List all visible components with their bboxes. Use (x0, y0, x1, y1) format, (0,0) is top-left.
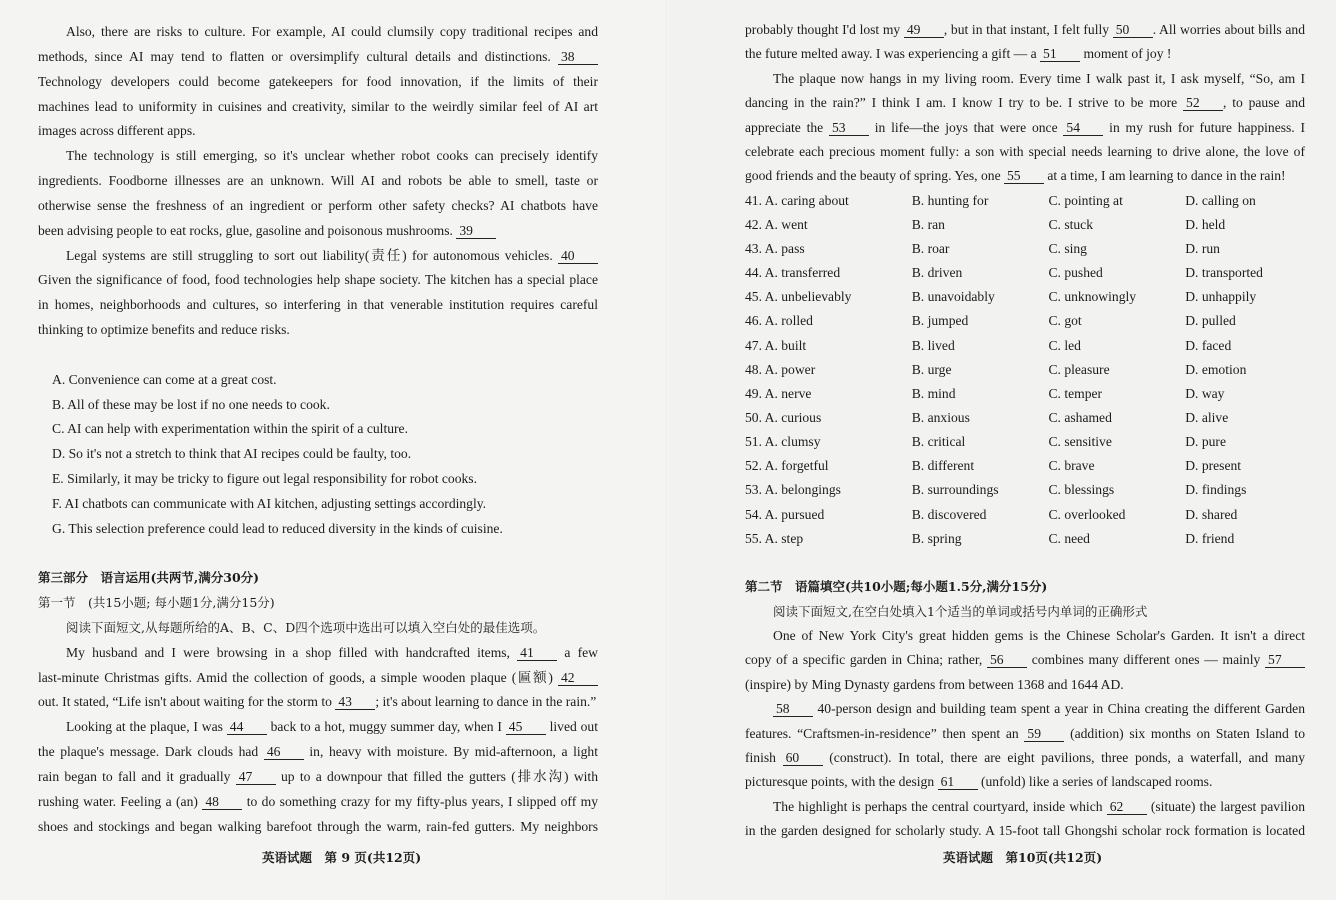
text-line (745, 746, 1305, 770)
choice-option: B. urge (911, 361, 952, 377)
choice-option: B. jumped (911, 313, 969, 329)
text-line (745, 140, 1305, 164)
text-line (745, 67, 1305, 91)
choice-option: B. driven (911, 265, 963, 281)
text-line (38, 194, 598, 219)
text-line (38, 641, 598, 666)
text-segment: images across different apps. (38, 123, 196, 139)
text-line (745, 18, 1305, 42)
text-line (745, 697, 1305, 721)
section-title: 第二节 语篇填空(共10小题;每小题1.5分,满分15分) (745, 579, 1048, 595)
text-segment: (unfold) like a series of landscaped rooms. (977, 774, 1213, 790)
text-line (38, 95, 598, 120)
text-segment: in the garden designed for scholarly study. A 15-foot tall Ghongshi scholar rock formation is located (745, 823, 1305, 839)
text-segment: features. “Craftsmen-in-residence” then spent an (745, 725, 1025, 741)
answer-blank-52: 52 (1183, 95, 1223, 111)
answer-blank-40: 40 (558, 248, 598, 264)
answer-blank-45: 45 (506, 719, 546, 735)
option-list (38, 368, 598, 542)
text-line (38, 268, 598, 293)
page-footer: 英语试题 第10页(共12页) (943, 850, 1103, 865)
text-segment: thinking to optimize benefits and reduce risks. (38, 322, 290, 338)
text-line (38, 119, 598, 144)
choice-option: 54. A. pursued (745, 506, 825, 522)
answer-blank-47: 47 (236, 769, 276, 785)
choice-row (745, 454, 1305, 478)
text-line (38, 815, 598, 840)
section-title: 第三部分 语言运用(共两节,满分30分) (38, 570, 260, 586)
text-line (38, 790, 598, 815)
choice-option: D. faced (1185, 337, 1232, 353)
choice-option: C. pushed (1048, 265, 1103, 281)
answer-blank-53: 53 (829, 120, 869, 136)
answer-blank-51: 51 (1040, 46, 1080, 62)
text-line (38, 740, 598, 765)
text-line (38, 765, 598, 790)
text-segment: . All worries about bills and (1152, 22, 1305, 37)
text-line (38, 318, 598, 343)
answer-blank-57: 57 (1265, 652, 1305, 668)
text-segment: out. It stated, “Life isn't about waiting for the storm to (38, 694, 336, 710)
passage-paragraphs-b (38, 641, 598, 840)
option-a: A. Convenience can come at a great cost. (52, 371, 277, 387)
text-segment: (addition) six months on Staten Island to (1064, 725, 1305, 741)
text-line (745, 722, 1305, 746)
text-line (38, 666, 598, 691)
choice-option: 52. A. forgetful (745, 458, 829, 474)
choice-option: C. unknowingly (1048, 289, 1137, 305)
choice-option: C. brave (1048, 458, 1095, 474)
text-segment: moment of joy ! (1080, 46, 1172, 62)
option-e: E. Similarly, it may be tricky to figure out legal responsibility for robot cooks. (52, 471, 477, 486)
text-segment: The highlight is perhaps the central courtyard, inside which (773, 798, 1107, 814)
text-segment: the future melted away. I was experiencing a gift — a (745, 46, 1041, 62)
text-segment: My husband and I were browsing in a shop filled with handcrafted items, (66, 644, 518, 660)
answer-blank-55: 55 (1004, 168, 1044, 184)
choice-option: D. alive (1185, 410, 1229, 425)
instruction: 阅读下面短文,在空白处填入1个适当的单词或括号内单词的正确形式 (773, 603, 1148, 619)
answer-blank-41: 41 (517, 645, 557, 661)
text-segment: The technology is still emerging, so it's unclear whether robot cooks can precisely identify (66, 148, 598, 164)
text-segment: Given the significance of food, food technologies help shape society. The kitchen has a special place (38, 272, 598, 288)
left-column (38, 20, 598, 840)
text-segment: shoes and stockings and began walking barefoot through the warm, rain-fed gutters. My neighbors (38, 818, 598, 834)
answer-blank-54: 54 (1063, 120, 1103, 136)
choice-row (745, 334, 1305, 358)
answer-blank-49: 49 (904, 22, 944, 38)
text-line (745, 164, 1305, 188)
choice-option: B. surroundings (911, 482, 999, 498)
choice-option: B. ran (911, 216, 945, 232)
text-line (745, 819, 1305, 843)
choice-option: D. held (1185, 216, 1226, 232)
choice-option: B. lived (911, 337, 955, 353)
text-segment: , to pause and (1223, 95, 1305, 111)
choices-table (745, 189, 1305, 551)
choice-row (745, 503, 1305, 527)
text-line (38, 690, 598, 715)
choice-option: B. hunting for (911, 192, 989, 208)
text-segment: in my rush for future happiness. I (1103, 119, 1305, 135)
text-segment: Legal systems are still struggling to sort out liability(责任) for autonomous vehicles. (66, 247, 558, 263)
choice-option: C. need (1048, 530, 1090, 546)
right-column (745, 18, 1305, 844)
text-segment: celebrate each precious moment fully: a son with special needs learning to drive alone, the love of (745, 143, 1305, 159)
choice-option: D. present (1185, 458, 1242, 474)
choice-row (745, 261, 1305, 285)
text-segment: otherwise sense the freshness of an ingredient or perform other safety checks? AI chatbots have (38, 197, 598, 213)
text-segment: (inspire) by Ming Dynasty gardens from between 1368 and 1644 AD. (745, 676, 1124, 692)
text-segment: Looking at the plaque, I was (66, 719, 227, 735)
choice-option: C. sensitive (1048, 434, 1112, 450)
choice-option: D. shared (1185, 506, 1238, 522)
choice-option: C. led (1048, 337, 1081, 353)
choice-option: 50. A. curious (745, 410, 822, 425)
text-segment: in homes, neighborhoods and cultures, so interfering in that venerable institution requires careful (38, 297, 598, 313)
choice-option: 49. A. nerve (745, 385, 812, 401)
text-segment: , but in that instant, I felt fully (943, 22, 1113, 37)
choice-row (745, 285, 1305, 309)
answer-blank-56: 56 (987, 652, 1027, 668)
text-line (745, 770, 1305, 794)
text-segment: copy of a specific garden in China; rather, (745, 652, 987, 668)
choice-option: D. friend (1185, 530, 1235, 546)
text-segment: (construct). In total, there are eight pavilions, three ponds, a waterfall, and many (822, 749, 1305, 765)
answer-blank-43: 43 (335, 694, 375, 710)
choice-option: C. stuck (1048, 216, 1094, 232)
text-segment: good friends and the beauty of spring. Yes, one (745, 168, 1004, 184)
text-line (38, 293, 598, 318)
text-segment: lived out (545, 719, 598, 735)
choice-option: 44. A. transferred (745, 265, 841, 281)
passage-paragraphs-a (38, 20, 598, 343)
choice-option: D. calling on (1185, 192, 1256, 208)
option-d: D. So it's not a stretch to think that AI recipes could be faulty, too. (52, 446, 412, 462)
text-segment: a few (557, 644, 598, 660)
option-c: C. AI can help with experimentation within the spirit of a culture. (52, 421, 408, 437)
answer-blank-58: 58 (773, 701, 813, 717)
text-line (745, 648, 1305, 672)
text-segment: at a time, I am learning to dance in the rain! (1044, 168, 1286, 184)
text-segment: 40-person design and building team spent a year in China creating the different Garden (813, 701, 1305, 717)
text-segment: finish (745, 749, 783, 765)
choice-option: C. overlooked (1048, 506, 1126, 522)
choice-option: C. sing (1048, 241, 1087, 257)
text-line (38, 244, 598, 269)
choice-option: D. run (1185, 241, 1220, 257)
text-line (38, 45, 598, 70)
answer-blank-62: 62 (1107, 799, 1147, 815)
choice-option: D. pulled (1185, 313, 1236, 329)
choice-row (745, 213, 1305, 237)
page-footer: 英语试题 第 9 页(共12页) (262, 850, 422, 865)
text-segment: appreciate the (745, 119, 829, 135)
passage-paragraphs-c (745, 18, 1305, 189)
choice-option: B. spring (911, 530, 962, 546)
answer-blank-61: 61 (938, 774, 978, 790)
text-segment: dancing in the rain?” I think I am. I know I try to be. I strive to be more (745, 95, 1184, 111)
option-b: B. All of these may be lost if no one needs to cook. (52, 396, 330, 412)
answer-blank-48: 48 (202, 794, 242, 810)
text-segment: methods, since AI may tend to flatten or oversimplify cultural details and distinctions. (38, 48, 558, 64)
choice-option: D. findings (1185, 482, 1247, 498)
text-line (745, 42, 1305, 66)
choice-option: D. way (1185, 385, 1225, 401)
text-line (745, 116, 1305, 140)
text-segment: in life—the joys that were once (869, 119, 1064, 135)
choice-option: 51. A. clumsy (745, 434, 821, 450)
answer-blank-42: 42 (558, 670, 598, 686)
choice-option: B. discovered (911, 506, 987, 522)
text-segment: machines lead to uniformity in cuisines and creativity, similar to the weirdly similar feel of AI art (38, 98, 598, 114)
text-segment: rain began to fall and it gradually (38, 768, 236, 784)
choice-row (745, 309, 1305, 333)
text-segment: probably thought I'd lost my (745, 22, 904, 37)
text-segment: back to a hot, muggy summer day, when I (266, 719, 506, 735)
answer-blank-59: 59 (1024, 726, 1064, 742)
choice-option: C. pleasure (1048, 361, 1110, 377)
choice-row (745, 478, 1305, 502)
answer-blank-38: 38 (558, 49, 598, 65)
text-segment: rushing water. Feeling a (an) (38, 793, 203, 809)
answer-blank-44: 44 (227, 719, 267, 735)
option-g: G. This selection preference could lead to reduced diversity in the kinds of cuisine. (52, 520, 503, 536)
text-line (745, 624, 1305, 648)
choice-option: D. emotion (1185, 361, 1247, 377)
text-segment: in, heavy with moisture. By mid-afternoon, a light (303, 744, 598, 760)
text-segment: picturesque points, with the design (745, 774, 938, 790)
text-segment: to do something crazy for my fifty-plus years, I slipped off my (242, 793, 598, 809)
text-line (38, 715, 598, 740)
text-segment: The plaque now hangs in my living room. Every time I walk past it, I ask myself, “So, am I (773, 70, 1305, 86)
choice-row (745, 430, 1305, 454)
choice-option: C. blessings (1048, 482, 1115, 498)
choice-option: 46. A. rolled (745, 313, 813, 329)
choice-row (745, 527, 1305, 551)
text-segment: ; it's about learning to dance in the rain.” (375, 694, 597, 710)
text-line (38, 20, 598, 45)
passage-paragraphs-d (745, 624, 1305, 844)
choice-option: C. ashamed (1048, 410, 1112, 425)
choice-option: B. unavoidably (911, 289, 995, 305)
text-line (38, 70, 598, 95)
choice-option: 48. A. power (745, 361, 816, 377)
text-segment: One of New York City's great hidden gems is the Chinese Scholar's Garden. It isn't a direct (773, 628, 1305, 644)
text-segment: Technology developers could become gatekeepers for food innovation, if the limits of their (38, 73, 598, 89)
answer-blank-39: 39 (456, 223, 496, 239)
choice-option: B. anxious (911, 410, 970, 425)
text-line (38, 219, 598, 244)
choice-option: B. critical (911, 434, 966, 450)
choice-option: 45. A. unbelievably (745, 289, 852, 305)
text-segment: Also, there are risks to culture. For example, AI could clumsily copy traditional recipes and (66, 24, 598, 39)
exam-page-10 (668, 0, 1336, 900)
choice-option: 43. A. pass (745, 241, 805, 257)
choice-row (745, 382, 1305, 406)
instruction: 阅读下面短文,从每题所给的A、B、C、D四个选项中选出可以填入空白处的最佳选项。 (66, 619, 546, 635)
choice-option: 47. A. built (745, 337, 807, 353)
choice-option: 55. A. step (745, 530, 804, 546)
answer-blank-60: 60 (783, 750, 823, 766)
text-segment: up to a downpour that filled the gutters (排水沟) with (275, 768, 598, 784)
choice-option: 42. A. went (745, 216, 808, 232)
text-segment: (situate) the largest pavilion (1146, 798, 1305, 814)
text-line (745, 795, 1305, 819)
choice-row (745, 189, 1305, 213)
text-segment: combines many different ones — mainly (1027, 652, 1266, 668)
answer-blank-50: 50 (1113, 22, 1153, 38)
choice-option: D. unhappily (1185, 289, 1257, 305)
choice-option: 53. A. belongings (745, 482, 841, 498)
choice-option: D. transported (1185, 265, 1263, 281)
choice-row (745, 237, 1305, 261)
choice-option: C. pointing at (1048, 192, 1123, 208)
choice-option: C. temper (1048, 385, 1103, 401)
choice-option: 41. A. caring about (745, 192, 849, 208)
text-line (38, 169, 598, 194)
text-segment: last-minute Christmas gifts. Amid the collection of goods, a simple wooden plaque (匾额) (38, 669, 558, 685)
subsection-title: 第一节 (共15小题; 每小题1分,满分15分) (38, 595, 275, 611)
option-f: F. AI chatbots can communicate with AI kitchen, adjusting settings accordingly. (52, 495, 487, 511)
text-segment: ingredients. Foodborne illnesses are an unknown. Will AI and robots be able to smell, taste or (38, 173, 598, 189)
text-line (745, 91, 1305, 115)
choice-option: B. roar (911, 241, 950, 257)
choice-option: B. mind (911, 385, 956, 401)
text-line (745, 673, 1305, 697)
choice-row (745, 358, 1305, 382)
answer-blank-46: 46 (264, 744, 304, 760)
choice-option: D. pure (1185, 434, 1226, 450)
text-line (38, 144, 598, 169)
choice-option: B. different (911, 458, 975, 474)
choice-row (745, 406, 1305, 430)
choice-option: C. got (1048, 313, 1082, 329)
text-segment: the plaque's message. Dark clouds had (38, 744, 264, 760)
text-segment: been advising people to eat rocks, glue, gasoline and poisonous mushrooms. (38, 222, 457, 238)
